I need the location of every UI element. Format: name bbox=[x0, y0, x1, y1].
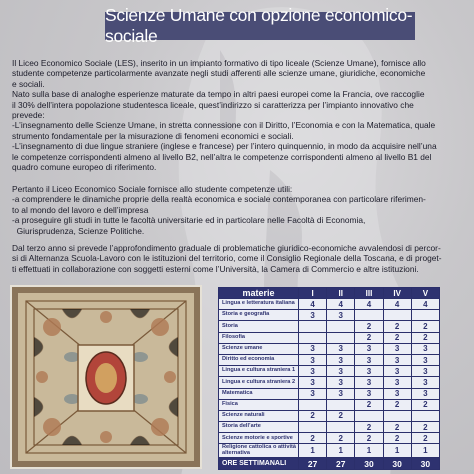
table-row bbox=[219, 410, 440, 421]
hours-cell: 4 bbox=[383, 299, 411, 310]
hours-cell: 2 bbox=[327, 433, 355, 444]
hours-cell: 3 bbox=[355, 388, 383, 399]
hours-cell: 3 bbox=[383, 377, 411, 388]
hours-cell: 3 bbox=[299, 310, 327, 321]
table-row bbox=[219, 343, 440, 354]
total-row bbox=[219, 458, 440, 470]
total-hours-cell: 27 bbox=[327, 458, 355, 470]
hours-cell: 2 bbox=[411, 399, 439, 410]
hours-cell: 3 bbox=[355, 377, 383, 388]
hours-cell bbox=[411, 310, 439, 321]
header-year-5: V bbox=[411, 288, 439, 299]
text-line: Pertanto il Liceo Economico Sociale fornisce allo studente competenze utili: bbox=[12, 184, 293, 194]
subjects-hours-table bbox=[218, 287, 440, 467]
text-line: Giurisprudenza, Scienze Politiche. bbox=[12, 225, 145, 236]
hours-cell: 2 bbox=[383, 422, 411, 433]
subject-cell: Filosofia bbox=[219, 332, 299, 343]
table-row bbox=[219, 444, 440, 458]
hours-cell: 2 bbox=[411, 321, 439, 332]
subject-cell: Scienze umane bbox=[219, 343, 299, 354]
table-row bbox=[219, 332, 440, 343]
subject-cell: Lingua e letteratura italiana bbox=[219, 299, 299, 310]
hours-cell: 2 bbox=[355, 332, 383, 343]
hours-cell: 1 bbox=[383, 444, 411, 458]
table-row bbox=[219, 354, 440, 365]
hours-cell: 2 bbox=[327, 410, 355, 421]
text-line: si di Alternanza Scuola-Lavoro con le istituzioni del territorio, come il Consiglio Regionale della Toscana, e di proget- bbox=[12, 253, 442, 264]
hours-cell: 1 bbox=[327, 444, 355, 458]
hours-cell: 3 bbox=[299, 388, 327, 399]
subject-cell: Scienze motorie e sportive bbox=[219, 433, 299, 444]
hours-cell: 2 bbox=[411, 433, 439, 444]
text-line: strumento fondamentale per la misurazione di fenomeni economici e sociali. bbox=[12, 130, 294, 141]
subject-cell: Matematica bbox=[219, 388, 299, 399]
hours-cell bbox=[299, 332, 327, 343]
hours-cell: 2 bbox=[299, 433, 327, 444]
fresco-illustration bbox=[12, 287, 200, 467]
subject-cell: Storia bbox=[219, 321, 299, 332]
intro-paragraph bbox=[12, 58, 464, 172]
page-title: Scienze Umane con opzione economico-sociale bbox=[105, 12, 415, 40]
hours-cell: 2 bbox=[299, 410, 327, 421]
hours-cell bbox=[355, 410, 383, 421]
hours-cell: 3 bbox=[327, 310, 355, 321]
header-year-3: III bbox=[355, 288, 383, 299]
hours-cell bbox=[383, 410, 411, 421]
hours-cell: 3 bbox=[327, 343, 355, 354]
hours-cell: 3 bbox=[299, 366, 327, 377]
hours-cell: 4 bbox=[327, 299, 355, 310]
hours-cell: 3 bbox=[355, 366, 383, 377]
text-line: e sociali. bbox=[12, 78, 45, 89]
subject-cell: Fisica bbox=[219, 399, 299, 410]
hours-cell: 3 bbox=[411, 388, 439, 399]
hours-cell: 2 bbox=[355, 433, 383, 444]
hours-cell bbox=[327, 332, 355, 343]
table-row bbox=[219, 422, 440, 433]
total-hours-cell: 30 bbox=[355, 458, 383, 470]
header-year-1: I bbox=[299, 288, 327, 299]
hours-cell bbox=[411, 410, 439, 421]
hours-cell: 2 bbox=[383, 399, 411, 410]
text-line: -L’insegnamento di due lingue straniere (inglese e francese) per l’intero quinquennio, in modo da acquisire nell’una bbox=[12, 141, 437, 152]
hours-cell: 2 bbox=[411, 422, 439, 433]
hours-cell bbox=[327, 422, 355, 433]
text-line: -a proseguire gli studi in tutte le facoltà universitarie ed in particolare nelle Facoltà di Economia, bbox=[12, 215, 366, 226]
hours-cell: 3 bbox=[383, 343, 411, 354]
table-header-row bbox=[219, 288, 440, 299]
hours-cell: 2 bbox=[383, 321, 411, 332]
hours-cell: 3 bbox=[411, 377, 439, 388]
subject-cell: Scienze naturali bbox=[219, 410, 299, 421]
hours-cell: 3 bbox=[327, 388, 355, 399]
table-body bbox=[219, 299, 440, 470]
hours-cell: 2 bbox=[355, 422, 383, 433]
hours-cell: 1 bbox=[299, 444, 327, 458]
hours-cell: 3 bbox=[299, 354, 327, 365]
hours-cell bbox=[299, 399, 327, 410]
hours-cell bbox=[355, 310, 383, 321]
hours-cell: 3 bbox=[299, 377, 327, 388]
text-line: -a comprendere le dinamiche proprie della realtà economica e sociale contemporanea con particolare riferimen- bbox=[12, 194, 426, 205]
competences-paragraph bbox=[12, 184, 464, 236]
text-line: to al mondo del lavoro e dell’impresa bbox=[12, 204, 149, 215]
hours-cell bbox=[327, 399, 355, 410]
text-line: -L’insegnamento delle Scienze Umane, in stretta connessione con il Diritto, l’Economia e con la Matematica, quale bbox=[12, 120, 436, 131]
text-line: le competenze corrispondenti almeno al livello B2, nell’altra le competenze corrispondenti almeno al livello B1 del bbox=[12, 151, 432, 162]
hours-cell: 3 bbox=[327, 354, 355, 365]
header-year-2: II bbox=[327, 288, 355, 299]
text-line: Il Liceo Economico Sociale (LES), inserito in un impianto formativo di tipo liceale (Scienze Umane), fornisce allo bbox=[12, 58, 426, 68]
text-line: Nato sulla base di analoghe esperienze maturate da tempo in altri paesi europei come la Francia, ove raccoglie bbox=[12, 89, 425, 100]
hours-cell: 3 bbox=[327, 377, 355, 388]
hours-cell: 3 bbox=[383, 366, 411, 377]
table-row bbox=[219, 310, 440, 321]
hours-cell bbox=[299, 422, 327, 433]
alternanza-paragraph bbox=[12, 243, 464, 274]
hours-cell: 3 bbox=[411, 354, 439, 365]
total-hours-cell: 27 bbox=[299, 458, 327, 470]
header-year-4: IV bbox=[383, 288, 411, 299]
hours-cell: 3 bbox=[383, 388, 411, 399]
hours-cell bbox=[327, 321, 355, 332]
total-hours-cell: 30 bbox=[411, 458, 439, 470]
hours-cell: 3 bbox=[411, 366, 439, 377]
text-line: Dal terzo anno si prevede l’approfondimento graduale di problematiche giuridico-economiche avvalendosi di percor- bbox=[12, 243, 441, 253]
text-line: prevede: bbox=[12, 110, 45, 121]
hours-cell: 3 bbox=[327, 366, 355, 377]
subject-cell: Diritto ed economia bbox=[219, 354, 299, 365]
subject-cell: Religione cattolica o attività alternativa bbox=[219, 444, 299, 458]
table-row bbox=[219, 366, 440, 377]
hours-cell: 2 bbox=[383, 332, 411, 343]
hours-cell: 2 bbox=[355, 321, 383, 332]
text-line: il 30% dell’intera popolazione studentesca liceale, quest’indirizzo si caratterizza per l’impianto innovativo che bbox=[12, 99, 414, 110]
subject-cell: Storia e geografia bbox=[219, 310, 299, 321]
table-row bbox=[219, 388, 440, 399]
table-row bbox=[219, 377, 440, 388]
table-row bbox=[219, 299, 440, 310]
text-line: studente competenze particolarmente avanzate negli studi afferenti alle scienze umane, giuridiche, economiche bbox=[12, 68, 426, 79]
table-row bbox=[219, 433, 440, 444]
hours-cell: 3 bbox=[355, 343, 383, 354]
text-line: ti effettuati in collaborazione con soggetti esterni come l’Università, la Camera di Commercio e altre istituzioni. bbox=[12, 263, 419, 274]
hours-cell: 2 bbox=[411, 332, 439, 343]
hours-cell: 3 bbox=[411, 343, 439, 354]
hours-cell: 3 bbox=[355, 354, 383, 365]
hours-cell: 4 bbox=[411, 299, 439, 310]
total-hours-cell: 30 bbox=[383, 458, 411, 470]
hours-cell: 3 bbox=[299, 343, 327, 354]
header-materie: materie bbox=[219, 288, 299, 299]
table-row bbox=[219, 321, 440, 332]
hours-cell: 2 bbox=[383, 433, 411, 444]
subject-cell: Lingua e cultura straniera 1 bbox=[219, 366, 299, 377]
total-label: ORE SETTIMANALI bbox=[219, 458, 299, 470]
ceiling-fresco-photo bbox=[10, 285, 202, 469]
hours-cell: 2 bbox=[355, 399, 383, 410]
hours-cell: 3 bbox=[383, 354, 411, 365]
table-row bbox=[219, 399, 440, 410]
text-line: quadro comune europeo di riferimento. bbox=[12, 162, 157, 173]
subject-cell: Lingua e cultura straniera 2 bbox=[219, 377, 299, 388]
subject-cell: Storia dell’arte bbox=[219, 422, 299, 433]
hours-cell: 1 bbox=[411, 444, 439, 458]
hours-cell: 4 bbox=[355, 299, 383, 310]
hours-cell bbox=[383, 310, 411, 321]
hours-cell bbox=[299, 321, 327, 332]
hours-cell: 1 bbox=[355, 444, 383, 458]
hours-cell: 4 bbox=[299, 299, 327, 310]
